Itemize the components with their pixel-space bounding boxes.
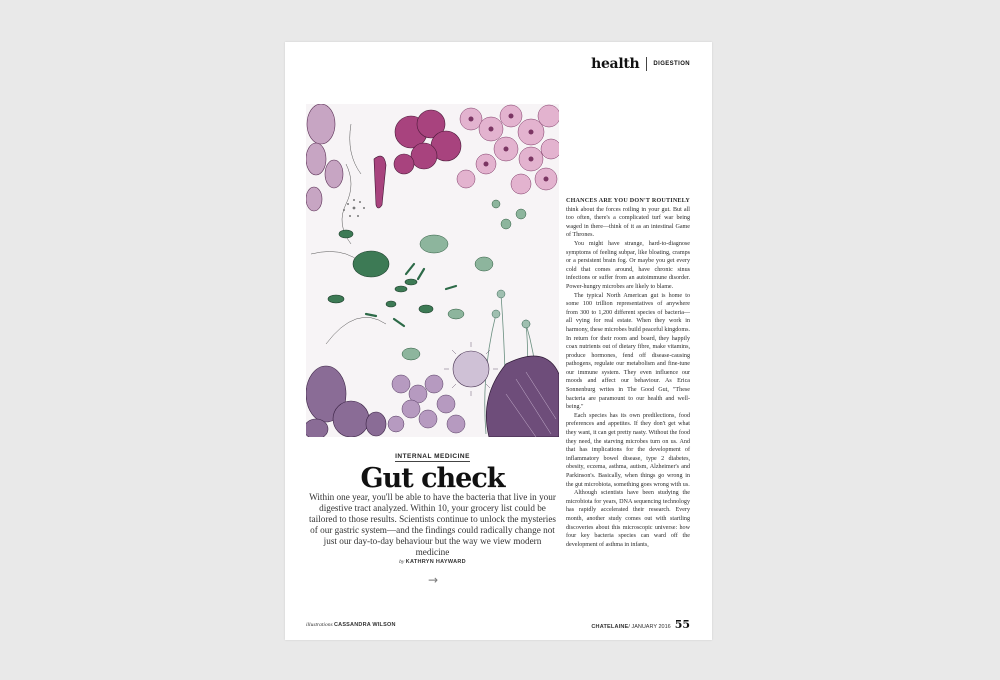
subsection-name: DIGESTION [653, 61, 690, 67]
body-paragraph: Although scientists have been studying the microbiota for years, DNA sequencing technology has rapidly accelerated their research. Every month, another study comes out with startling discoveries about this microscopic universe: how four key bacteria species can ward off the development of asthma in infants, [566, 490, 690, 548]
credit-label: illustrations [306, 622, 333, 628]
issue-date: / JANUARY 2016 [628, 624, 671, 630]
microbe-illustration [306, 104, 559, 437]
article-dek: Within one year, you'll be able to have the bacteria that live in your digestive tract analyzed. Within 10, your grocery list could be tailored to those results. Scientists continue to unlock the mysteries of our gastric system—and the findings could radically change not just our day-to-day behaviour but the way we view modern medicine [309, 492, 556, 557]
publication-name: CHATELAINE [591, 624, 629, 630]
page-header [591, 54, 690, 74]
byline-prefix: by [399, 559, 405, 565]
header-divider [646, 57, 647, 71]
magazine-page [285, 42, 712, 640]
paragraph-text: think about the forces roiling in your gut. But all too often, there's a complicated turf war being waged in there—think of it as an intestinal Game of Thrones. [566, 206, 690, 239]
body-paragraph: The typical North American gut is home to some 100 trillion representatives of anywhere from 300 to 1,200 different species of bacteria—all vying for real estate. When they work in harmony, these microbes build peaceful kingdoms. In return for their room and board, they happily coax nutrients out of dietary fibre, make vitamins, produce hormones, fend off disease-causing pathogens, regulate our metabolism and fine-tune our immune system. They even influence our moods and affect our behaviour. As Erica Sonnenburg writes in The Good Gut, "These bacteria are paramount to our health and well-being." [566, 292, 690, 411]
article-kicker [306, 453, 559, 460]
illustration-credit [306, 622, 396, 628]
lead-in: CHANCES ARE YOU DON'T ROUTINELY [566, 198, 690, 204]
body-paragraph [566, 197, 690, 240]
article-body [566, 197, 690, 549]
page-number: 55 [674, 618, 690, 631]
body-paragraph: Each species has its own predilections, food preferences and appetites. If they don't get what they want, it can get pretty nasty. Without the food they need, the starving microbes turn on us. And that has implications for the development of inflammatory bowel disease, type 2 diabetes, obesity, eczema, asthma, autism, Alzheimer's and Parkinson's. Basically, when things go wrong in the gut microbiota, something goes wrong with us. [566, 412, 690, 488]
article-headline: Gut check [360, 463, 505, 494]
byline [306, 559, 559, 565]
page-footer [591, 618, 690, 631]
kicker-label: INTERNAL MEDICINE [395, 453, 470, 460]
body-paragraph: You might have strange, hard-to-diagnose symptoms of feeling subpar, like bloating, cramps or a persistent brain fog. Or maybe you get every cold that comes around, have chronic sinus infections or suffer from an autoimmune disorder. Power-hungry microbes are likely to blame. [566, 240, 690, 290]
section-name: health [591, 56, 640, 72]
author-name: KATHRYN HAYWARD [405, 559, 466, 565]
illustrator-name: CASSANDRA WILSON [333, 622, 396, 628]
arrow-right-icon[interactable]: → [427, 573, 439, 587]
